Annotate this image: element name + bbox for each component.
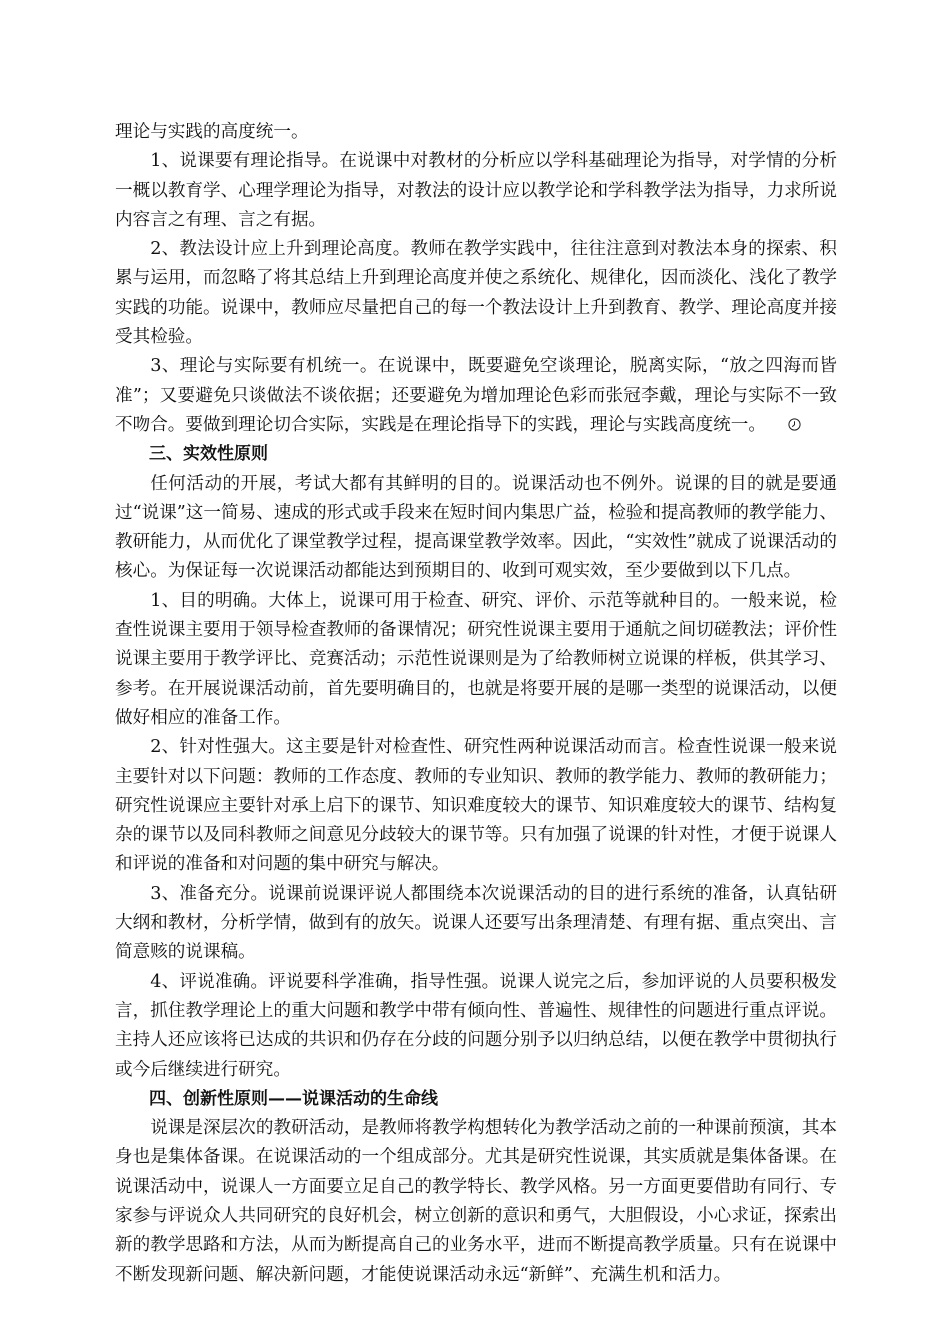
paragraph-preparation: 3、准备充分。说课前说课评说人都围绕本次说课活动的目的进行系统的准备，认真钻研大纲和教材，分析学情，做到有的放矢。说课人还要写出条理清楚、有理有据、重点突出、言简意赅的说课稿。 xyxy=(115,883,837,963)
paragraph-clear-purpose: 1、目的明确。大体上，说课可用于检查、研究、评价、示范等就种目的。一般来说，检查性说课主要用于领导检查教师的备课情况；研究性说课主要用于通航之间切磋教法；评价性说课主要用于教学评比、竞赛活动；示范性说课则是为了给教师树立说课的样板，供其学习、参考。在开展说课活动前，首先要明确目的，也就是将要开展的是哪一类型的说课活动，以便做好相应的准备工作。 xyxy=(115,590,837,728)
paragraph-effectiveness-intro: 任何活动的开展，考试大都有其鲜明的目的。说课活动也不例外。说课的目的就是要通过“说课”这一简易、速成的形式或手段来在短时间内集思广益，检验和提高教师的教学能力、教研能力，从而优化了课堂教学过程，提高课堂教学效率。因此，“实效性”就成了说课活动的核心。为保证每一次说课活动都能达到预期目的、收到可观实效，至少要做到以下几点。 xyxy=(115,473,837,582)
section-heading-effectiveness: 三、实效性原则 xyxy=(149,444,268,465)
paragraph-theory-guidance: 1、说课要有理论指导。在说课中对教材的分析应以学科基础理论为指导，对学情的分析一概以教育学、心理学理论为指导，对教法的设计应以教学论和学科教学法为指导，力求所说内容言之有理、言之有据。 xyxy=(115,151,837,230)
paragraph-theory-practice xyxy=(115,352,837,440)
paragraph-theory-practice-text: 3、理论与实际要有机统一。在说课中，既要避免空谈理论，脱离实际，“放之四海而皆准”；又要避免只谈做法不谈依据；还要避免为增加理论色彩而张冠李戴，理论与实际不一致不吻合。要做到理论切合实际，实践是在理论指导下的实践，理论与实践高度统一。 xyxy=(115,356,837,435)
paragraph-accurate-review: 4、评说准确。评说要科学准确，指导性强。说课人说完之后，参加评说的人员要积极发言，抓住教学理论上的重大问题和教学中带有倾向性、普遍性、规律性的问题进行重点评说。主持人还应该将已达成的共识和仍存在分歧的问题分别予以归纳总结，以便在教学中贯彻执行或今后继续进行研究。 xyxy=(115,971,837,1080)
clock-icon xyxy=(788,418,801,431)
document-page xyxy=(115,118,837,1290)
paragraph-targeted: 2、针对性强大。这主要是针对检查性、研究性两种说课活动而言。检查性说课一般来说主要针对以下问题：教师的工作态度、教师的专业知识、教师的教学能力、教师的教研能力；研究性说课应主要针对承上启下的课节、知识难度较大的课节、知识难度较大的课节、结构复杂的课节以及同科教师之间意见分歧较大的课节等。只有加强了说课的针对性，才便于说课人和评说的准备和对问题的集中研究与解决。 xyxy=(115,737,837,875)
paragraph-innovation-body: 说课是深层次的教研活动，是教师将教学构想转化为教学活动之前的一种课前预演，其本身也是集体备课。在说课活动的一个组成部分。尤其是研究性说课，其实质就是集体备课。在说课活动中，说课人一方面要立足自己的教学特长、教学风格。另一方面更要借助有同行、专家参与评说众人共同研究的良好机会，树立创新的意识和勇气，大胆假设，小心求证，探索出新的教学思路和方法，从而为断提高自己的业务水平，进而不断提高教学质量。只有在说课中不断发现新问题、解决新问题，才能使说课活动永远“新鲜”、充满生机和活力。 xyxy=(115,1118,837,1285)
section-heading-innovation: 四、创新性原则——说课活动的生命线 xyxy=(149,1088,438,1109)
paragraph-continuation: 理论与实践的高度统一。 xyxy=(115,122,309,142)
paragraph-method-theory: 2、教法设计应上升到理论高度。教师在教学实践中，往往注意到对教法本身的探索、积累与运用，而忽略了将其总结上升到理论高度并使之系统化、规律化，因而淡化、浅化了教学实践的功能。说课中，教师应尽量把自己的每一个教法设计上升到教育、教学、理论高度并接受其检验。 xyxy=(115,239,837,348)
